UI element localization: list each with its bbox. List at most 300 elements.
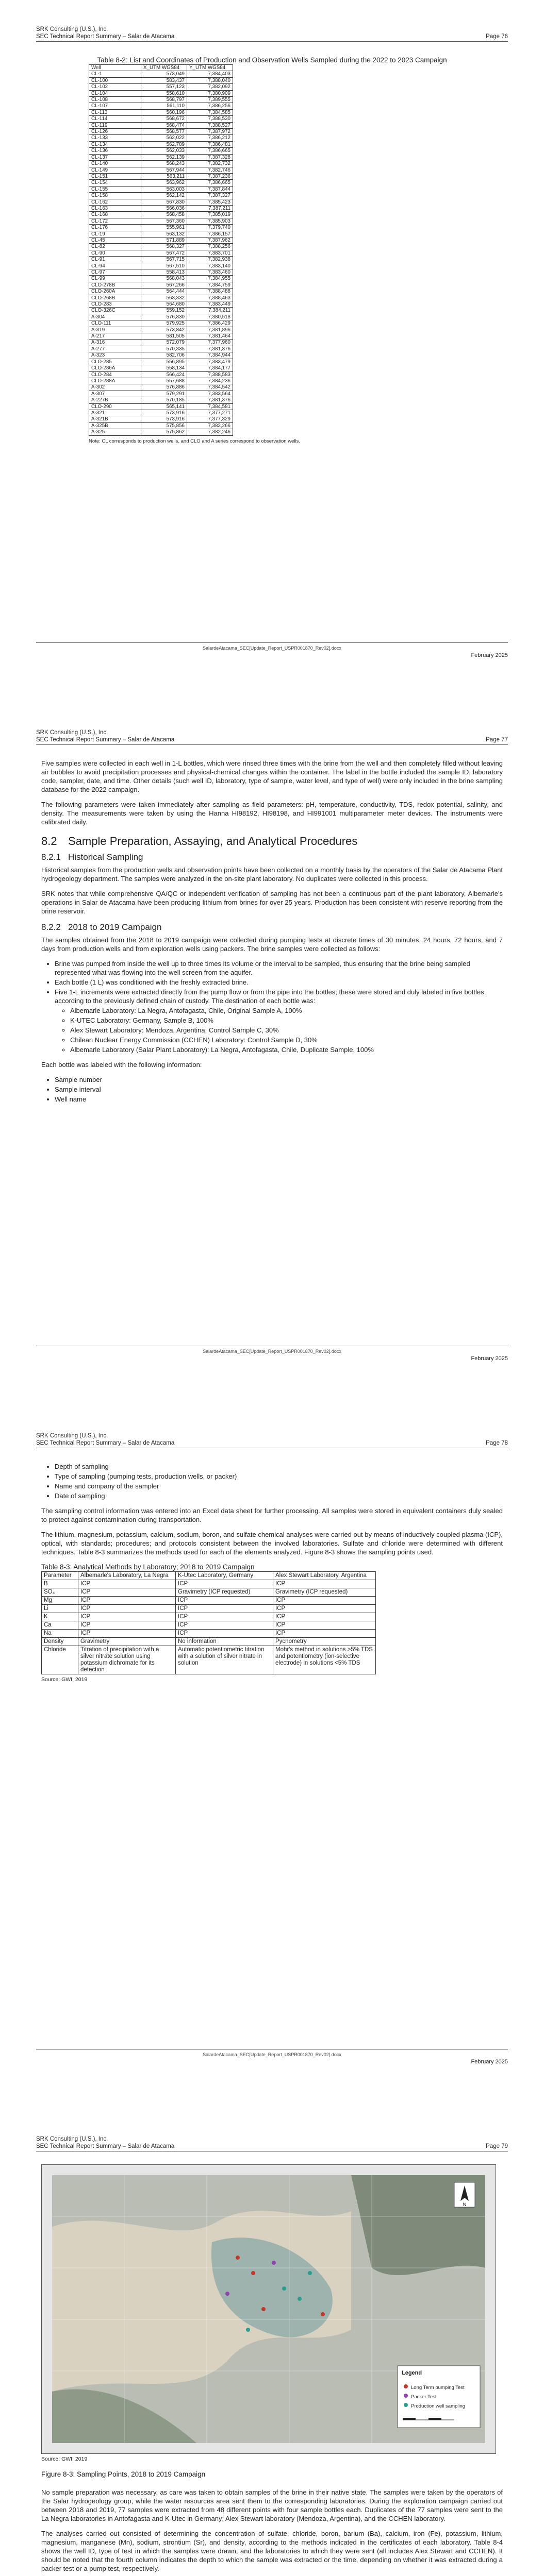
table-cell: 559,152 [141, 308, 187, 314]
table-cell: 7,386,665 [187, 180, 233, 186]
table-cell: 558,413 [141, 269, 187, 276]
table-cell: 570,335 [141, 346, 187, 352]
paragraph: The samples obtained from the 2018 to 2019 campaign were collected during pumping tests at discrete times of 30 minutes, 24 hours, 72 hours, and 7 days from production wells and from exploration wells using packers. The brine samples were collected as follows: [41, 936, 503, 953]
table-cell: SO₄ [42, 1588, 78, 1597]
table-row [89, 346, 233, 352]
table-row [89, 250, 233, 256]
table-row [42, 1613, 376, 1621]
paragraph: Each bottle was labeled with the following information: [41, 1061, 202, 1069]
page-78 [0, 1406, 544, 2110]
table-cell: 562,033 [141, 148, 187, 154]
company-name: SRK Consulting (U.S.), Inc. [36, 730, 108, 736]
table-cell: 7,382,938 [187, 257, 233, 263]
table-cell: 581,505 [141, 333, 187, 340]
report-title: SEC Technical Report Summary – Salar de Atacama [36, 2143, 175, 2149]
table-row [89, 154, 233, 160]
table-row [89, 244, 233, 250]
section-heading-8-2: 8.2 Sample Preparation, Assaying, and Analytical Procedures [41, 835, 358, 848]
table-row [89, 116, 233, 122]
paragraph: The sampling control information was entered into an Excel data sheet for further processing. All samples were stored in equivalent containers duly sealed to protect against contamination during transportation. [41, 1507, 503, 1523]
page-number: Page 77 [486, 737, 508, 743]
table-cell: CL-94 [89, 263, 141, 269]
table-cell: 7,386,429 [187, 320, 233, 327]
table-cell: 7,388,488 [187, 289, 233, 295]
table-cell: 576,830 [141, 314, 187, 320]
table-cell: 564,680 [141, 301, 187, 308]
table-cell: CL-134 [89, 141, 141, 147]
table-row [89, 282, 233, 288]
table-cell: 7,383,460 [187, 269, 233, 276]
column-header: Y_UTM WGS84 [187, 65, 233, 71]
table-cell: 7,381,896 [187, 327, 233, 333]
table-row [89, 212, 233, 218]
table-cell: 576,886 [141, 384, 187, 391]
table-cell: CL-126 [89, 129, 141, 135]
table-row [42, 1621, 376, 1630]
table-cell: 7,382,246 [187, 429, 233, 435]
table-cell: Gravimetry (ICP requested) [176, 1588, 273, 1597]
page-header [36, 26, 508, 40]
table-cell: CL-113 [89, 109, 141, 115]
table-cell: 567,472 [141, 250, 187, 256]
legend-item: Production well sampling [411, 2403, 466, 2409]
table-cell: ICP [176, 1597, 273, 1605]
table-cell: Chloride [42, 1646, 78, 1674]
table-cell: 7,387,328 [187, 154, 233, 160]
company-name: SRK Consulting (U.S.), Inc. [36, 26, 108, 32]
table-cell: ICP [78, 1605, 176, 1613]
table-cell: ICP [273, 1630, 376, 1638]
table-cell: A-321B [89, 416, 141, 422]
table-cell: 7,384,759 [187, 282, 233, 288]
table-cell: 567,944 [141, 167, 187, 173]
list-item: • Name and company of the sampler [55, 1482, 503, 1490]
table-8-2-caption: Table 8-2: List and Coordinates of Production and Observation Wells Sampled during the 2022 to 2023 Campaign [97, 56, 447, 64]
table-cell: A-304 [89, 314, 141, 320]
column-header: X_UTM WGS84 [141, 65, 187, 71]
table-cell: 7,383,140 [187, 263, 233, 269]
table-cell: 7,384,236 [187, 378, 233, 384]
table-cell: 7,381,464 [187, 333, 233, 340]
table-row [89, 333, 233, 340]
table-cell: CL-172 [89, 218, 141, 224]
page-number: Page 76 [486, 33, 508, 40]
table-cell: 573,842 [141, 327, 187, 333]
table-row [89, 237, 233, 243]
table-cell: 582,706 [141, 352, 187, 359]
table-cell: 7,385,019 [187, 212, 233, 218]
table-cell: 7,387,844 [187, 186, 233, 192]
table-cell: CL-90 [89, 250, 141, 256]
list-item: ◦ Chilean Nuclear Energy Commission (CCHEN) Laboratory: Control Sample D, 30% [70, 1036, 503, 1044]
table-cell: CL-114 [89, 116, 141, 122]
table-row [89, 365, 233, 371]
table-cell: 7,387,211 [187, 205, 233, 211]
table-cell: 7,382,746 [187, 167, 233, 173]
table-cell: 566,036 [141, 205, 187, 211]
table-cell: CL-99 [89, 276, 141, 282]
table-cell: 563,132 [141, 231, 187, 237]
table-cell: 575,862 [141, 429, 187, 435]
column-header: Well [89, 65, 141, 71]
table-row [89, 269, 233, 276]
table-cell: 568,043 [141, 276, 187, 282]
table-cell: CL-162 [89, 199, 141, 205]
table-row [89, 403, 233, 410]
table-cell: Gravimetry (ICP requested) [273, 1588, 376, 1597]
table-cell: CL-163 [89, 205, 141, 211]
table-row [42, 1597, 376, 1605]
methods-table [41, 1571, 376, 1674]
table-row [89, 122, 233, 128]
table-cell: 568,577 [141, 129, 187, 135]
table-cell: ICP [273, 1621, 376, 1630]
report-title: SEC Technical Report Summary – Salar de Atacama [36, 33, 175, 40]
table-row [89, 90, 233, 96]
table-cell: 568,797 [141, 97, 187, 103]
table-row [89, 429, 233, 435]
table-row [89, 109, 233, 115]
legend-item: Packer Test [411, 2394, 437, 2400]
table-cell: 567,510 [141, 263, 187, 269]
table-cell: 558,134 [141, 365, 187, 371]
table-row [89, 416, 233, 422]
table-cell: A-217 [89, 333, 141, 340]
table-row [89, 308, 233, 314]
list-item: • Date of sampling [55, 1492, 503, 1500]
column-header: Alex Stewart Laboratory, Argentina [273, 1572, 376, 1580]
table-cell: ICP [273, 1613, 376, 1621]
table-cell: 7,383,701 [187, 250, 233, 256]
table-cell: CLO-290 [89, 403, 141, 410]
table-cell: 7,388,527 [187, 122, 233, 128]
table-row [89, 77, 233, 83]
page-footer [36, 1346, 508, 1362]
table-cell: Titration of precipitation with a silver nitrate solution using potassium dichromate for its detection [78, 1646, 176, 1674]
table-cell: CL-137 [89, 154, 141, 160]
table-cell: 7,377,271 [187, 410, 233, 416]
table-cell: B [42, 1580, 78, 1588]
table-cell: 557,123 [141, 84, 187, 90]
table-cell: ICP [78, 1630, 176, 1638]
table-cell: CL-168 [89, 212, 141, 218]
table-cell: CL-149 [89, 167, 141, 173]
page-number: Page 78 [486, 1440, 508, 1446]
table-cell: 7,383,564 [187, 391, 233, 397]
table-cell: A-319 [89, 327, 141, 333]
list-item: • Each bottle (1 L) was conditioned with the freshly extracted brine. [55, 978, 503, 987]
table-cell: 567,360 [141, 218, 187, 224]
table-cell: 7,387,327 [187, 193, 233, 199]
table-cell: CLO-283 [89, 301, 141, 308]
page-header [36, 2136, 508, 2150]
table-cell: ICP [176, 1613, 273, 1621]
table-cell: 7,384,581 [187, 403, 233, 410]
table-cell: 563,962 [141, 180, 187, 186]
table-cell: A-323 [89, 352, 141, 359]
table-row [42, 1588, 376, 1597]
footer-file: SalardeAtacama_SEC[Update_Report_USPR001870_Rev02].docx [203, 646, 341, 651]
page-76 [0, 0, 544, 703]
table-cell: CL-140 [89, 161, 141, 167]
table-cell: Pycnometry [273, 1638, 376, 1646]
table-row [89, 257, 233, 263]
table-cell: CLO-288A [89, 378, 141, 384]
table-cell: 562,142 [141, 193, 187, 199]
table-cell: 567,266 [141, 282, 187, 288]
table-cell: CL-104 [89, 90, 141, 96]
report-title: SEC Technical Report Summary – Salar de Atacama [36, 1440, 175, 1446]
table-row [89, 161, 233, 167]
label-info-list [41, 1075, 503, 1104]
table-cell: 7,380,909 [187, 90, 233, 96]
list-item: • Five 1-L increments were extracted directly from the pump flow or from the pipe into the bottles; these were stored and duly labeled in five bottles according to the previously defined chain of custody. The destination of each bottle was: ◦ Albemarle Laboratory: La Negra, Antofagasta, Chile, Original Sample A, 100% ◦ K-UTEC Laboratory: Germany, Sample B, 100% ◦ Alex Stewart Laboratory: Mendoza, Argentina, Control Sample C, 30% ◦ Chilean Nuclear Energy Commission (CCHEN) Laboratory: Control Sample D, 30% ◦ Albemarle Laboratory (Salar Plant Laboratory): La Negra, Antofagasta, Chile, Duplicate Sample, 100% [55, 988, 503, 1054]
table-cell: CLO-326C [89, 308, 141, 314]
table-note: Note: CL corresponds to production wells, and CLO and A series correspond to observation wells. [89, 438, 300, 444]
table-cell: CL-133 [89, 135, 141, 141]
table-cell: 555,961 [141, 225, 187, 231]
page-number: Page 79 [486, 2143, 508, 2149]
table-cell: 7,386,665 [187, 148, 233, 154]
company-name: SRK Consulting (U.S.), Inc. [36, 2136, 108, 2142]
table-row [42, 1638, 376, 1646]
table-row [89, 422, 233, 429]
company-name: SRK Consulting (U.S.), Inc. [36, 1433, 108, 1439]
table-cell: 7,387,962 [187, 237, 233, 243]
table-cell: Gravimetry [78, 1638, 176, 1646]
table-row [89, 263, 233, 269]
table-cell: CL-151 [89, 173, 141, 179]
list-item: • Brine was pumped from inside the well up to three times its volume or the interval to be sampled, thus ensuring that the brine being sampled represented what was flowing into the well screen from the aquifer. [55, 959, 503, 977]
paragraph: The analyses carried out consisted of determining the concentration of sulfate, chloride, boron, barium (Ba), calcium, iron (Fe), potassium, lithium, magnesium, manganese (Mn), sodium, strontium (Sr), and density, according to the methods indicated in the certificates of each laboratory. Table 8-4 shows the well ID, type of test in which the samples were drawn, and the laboratories to which they were sent (all includes Alex Stewart and CCHEN). It should be noted that the fourth column indicates the depth to which the sample was extracted or the time, depending on whether it was extracted during a packer test or a pump test, respectively. [41, 2530, 503, 2572]
list-item: ◦ Alex Stewart Laboratory: Mendoza, Argentina, Control Sample C, 30% [70, 1026, 503, 1035]
table-row [89, 71, 233, 77]
paragraph: Historical samples from the production wells and observation points have been collected on a monthly basis by the operators of the Salar de Atacama Plant hydrogeology department. The samples were analyzed in the on-site plant laboratory. No duplicates were collected in this process. [41, 866, 503, 883]
table-cell: 566,424 [141, 371, 187, 378]
table-cell: 579,925 [141, 320, 187, 327]
table-row [89, 173, 233, 179]
table-cell: CLO-260A [89, 289, 141, 295]
table-cell: 568,474 [141, 122, 187, 128]
table-cell: 7,386,256 [187, 103, 233, 109]
paragraph: No sample preparation was necessary, as care was taken to obtain samples of the brine in their native state. The samples were taken by the operators of the Salar hydrogeology group, while the water resources area sent them to the corresponding laboratories. During the exploration campaign carried out between 2018 and 2019, 77 samples were extracted from 48 different points with four sample bottles each. Duplicates of the 77 samples were sent to the La Negra laboratories in Antofagasta and K-Utec in Germany; Alex Stewart laboratory (Mendoza, Argentina), and the CCHEN laboratory. [41, 2488, 503, 2522]
table-cell: A-227B [89, 397, 141, 403]
table-cell: 570,185 [141, 397, 187, 403]
column-header: K-Utec Laboratory, Germany [176, 1572, 273, 1580]
column-header: Albemarle's Laboratory, La Negra [78, 1572, 176, 1580]
table-row [42, 1580, 376, 1588]
table-cell: 7,384,211 [187, 308, 233, 314]
table-cell: ICP [176, 1605, 273, 1613]
page-footer [36, 642, 508, 658]
list-item: • Well name [55, 1095, 503, 1104]
table-cell: 7,386,212 [187, 135, 233, 141]
table-row [89, 167, 233, 173]
table-cell: 7,388,040 [187, 77, 233, 83]
table-cell: 7,386,481 [187, 141, 233, 147]
table-row [89, 340, 233, 346]
sampling-points-map [41, 2164, 496, 2454]
table-cell: Density [42, 1638, 78, 1646]
footer-date: February 2025 [471, 1355, 508, 1362]
report-title: SEC Technical Report Summary – Salar de Atacama [36, 737, 175, 743]
table-row [89, 276, 233, 282]
table-cell: ICP [78, 1580, 176, 1588]
table-cell: 7,388,583 [187, 371, 233, 378]
section-heading-8-2-2: 8.2.2 2018 to 2019 Campaign [41, 922, 162, 932]
table-cell: 7,384,955 [187, 276, 233, 282]
paragraph: Five samples were collected in each well in 1-L bottles, which were rinsed three times with the brine from the well and then completely filled without leaving air bubbles to avoid precipitation processes and physical-chemical changes within the container. The label in the bottle included the sample ID, laboratory code, sampler, date, and time. Other details (such well ID, laboratory, type of sample, water level, and type of well) were only included in the brine sampling database for the 2022 campaign. [41, 759, 503, 793]
table-row [89, 199, 233, 205]
page-77 [0, 703, 544, 1406]
table-cell: 562,139 [141, 154, 187, 160]
table-cell: ICP [176, 1621, 273, 1630]
table-row [89, 103, 233, 109]
table-cell: 558,610 [141, 90, 187, 96]
table-cell: Na [42, 1630, 78, 1638]
table-cell: CL-82 [89, 244, 141, 250]
section-heading-8-2-1: 8.2.1 Historical Sampling [41, 852, 143, 862]
legend-title: Legend [402, 2370, 422, 2376]
footer-date: February 2025 [471, 652, 508, 658]
table-row [89, 320, 233, 327]
table-cell: CL-97 [89, 269, 141, 276]
footer-date: February 2025 [471, 2059, 508, 2065]
table-cell: ICP [78, 1613, 176, 1621]
table-cell: 7,384,542 [187, 384, 233, 391]
table-cell: ICP [176, 1580, 273, 1588]
table-cell: Automatic potentiometric titration with a solution of silver nitrate in solution [176, 1646, 273, 1674]
table-row [89, 410, 233, 416]
table-cell: K [42, 1613, 78, 1621]
table-cell: A-316 [89, 340, 141, 346]
table-cell: 556,895 [141, 359, 187, 365]
table-cell: 7,384,585 [187, 109, 233, 115]
table-cell: CLO-268B [89, 295, 141, 301]
table-row [89, 314, 233, 320]
table-row [42, 1605, 376, 1613]
table-cell: Mohr's method in solutions >5% TDS and potentiometry (ion-selective electrode) in solutions <5% TDS [273, 1646, 376, 1674]
table-cell: 562,789 [141, 141, 187, 147]
table-row [89, 180, 233, 186]
list-item: ◦ Albemarle Laboratory (Salar Plant Laboratory): La Negra, Antofagasta, Chile, Duplicate Sample, 100% [70, 1045, 503, 1054]
north-arrow-icon [454, 2182, 475, 2207]
table-cell: CL-176 [89, 225, 141, 231]
list-item: • Sample number [55, 1075, 503, 1084]
table-cell: CL-45 [89, 237, 141, 243]
table-row [89, 359, 233, 365]
table-cell: CL-19 [89, 231, 141, 237]
table-cell: 7,387,972 [187, 129, 233, 135]
list-item: • Depth of sampling [55, 1462, 503, 1471]
table-cell: 568,672 [141, 116, 187, 122]
table-cell: 7,384,177 [187, 365, 233, 371]
table-cell: CLO-278B [89, 282, 141, 288]
paragraph: SRK notes that while comprehensive QA/QC or independent verification of sampling has not been a continuous part of the plant laboratory, Albemarle's operations in Salar de Atacama have been producing lithium from brines for over 25 years. Production has been consistent with reserve reporting from the brine reservoir. [41, 890, 503, 915]
table-row [89, 378, 233, 384]
table-cell: 7,383,479 [187, 359, 233, 365]
table-cell: CL-136 [89, 148, 141, 154]
table-row [89, 231, 233, 237]
table-row [42, 1630, 376, 1638]
table-cell: 567,830 [141, 199, 187, 205]
paragraph: The following parameters were taken immediately after sampling as field parameters: pH, temperature, conductivity, TDS, redox potential, salinity, and density. The measurements were taken by using the Hanna HI98192, HI98198, and HI991001 multiparameter meter devices. The instruments were calibrated daily. [41, 801, 503, 826]
table-cell: 561,110 [141, 103, 187, 109]
table-cell: 572,079 [141, 340, 187, 346]
table-cell: 7,387,236 [187, 173, 233, 179]
figure-8-3-caption: Figure 8-3: Sampling Points, 2018 to 2019 Campaign [41, 2470, 206, 2478]
table-cell: 7,388,530 [187, 116, 233, 122]
table-cell: CL-108 [89, 97, 141, 103]
table-cell: CL-1 [89, 71, 141, 77]
table-cell: 563,211 [141, 173, 187, 179]
table-cell: 564,444 [141, 289, 187, 295]
table-cell: 557,688 [141, 378, 187, 384]
table-cell: ICP [78, 1621, 176, 1630]
table-row [89, 225, 233, 231]
table-cell: 563,003 [141, 186, 187, 192]
table-cell: 7,386,157 [187, 231, 233, 237]
table-8-3-caption: Table 8-3: Analytical Methods by Laboratory; 2018 to 2019 Campaign [41, 1563, 255, 1571]
list-item: ◦ Albemarle Laboratory: La Negra, Antofagasta, Chile, Original Sample A, 100% [70, 1006, 503, 1015]
table-cell: A-307 [89, 391, 141, 397]
legend-item: Long Term pumping Test [411, 2385, 465, 2391]
table-cell: 7,377,329 [187, 416, 233, 422]
table-cell: Ca [42, 1621, 78, 1630]
table-cell: CLO-286A [89, 365, 141, 371]
table-cell: 568,327 [141, 244, 187, 250]
table-cell: 560,196 [141, 109, 187, 115]
table-cell: 7,382,092 [187, 84, 233, 90]
collection-steps-list [41, 959, 503, 1054]
table-row [89, 84, 233, 90]
table-row [89, 352, 233, 359]
table-cell: Mg [42, 1597, 78, 1605]
table-cell: 7,384,944 [187, 352, 233, 359]
table-row [89, 289, 233, 295]
table-cell: No information [176, 1638, 273, 1646]
table-cell: CL-154 [89, 180, 141, 186]
figure-source: Source: GWI, 2019 [41, 2456, 88, 2462]
table-source: Source: GWI, 2019 [41, 1676, 88, 1683]
table-cell: ICP [78, 1588, 176, 1597]
table-cell: 573,916 [141, 416, 187, 422]
table-cell: A-302 [89, 384, 141, 391]
page-header [36, 1432, 508, 1447]
table-row [89, 301, 233, 308]
table-row [89, 391, 233, 397]
table-cell: ICP [273, 1605, 376, 1613]
table-cell: 7,384,403 [187, 71, 233, 77]
table-cell: A-321 [89, 410, 141, 416]
table-cell: CLO-285 [89, 359, 141, 365]
label-info-list-cont [41, 1462, 503, 1500]
table-row [89, 148, 233, 154]
table-cell: ICP [273, 1597, 376, 1605]
table-cell: CL-155 [89, 186, 141, 192]
list-item: • Type of sampling (pumping tests, production wells, or packer) [55, 1472, 503, 1481]
table-cell: 563,332 [141, 295, 187, 301]
page-header [36, 729, 508, 743]
table-cell: 7,385,903 [187, 218, 233, 224]
bottle-destination-list [55, 1006, 503, 1054]
table-cell: 571,889 [141, 237, 187, 243]
table-row [89, 135, 233, 141]
table-cell: ICP [78, 1597, 176, 1605]
table-cell: A-325B [89, 422, 141, 429]
wells-table [89, 64, 233, 436]
table-row [89, 193, 233, 199]
